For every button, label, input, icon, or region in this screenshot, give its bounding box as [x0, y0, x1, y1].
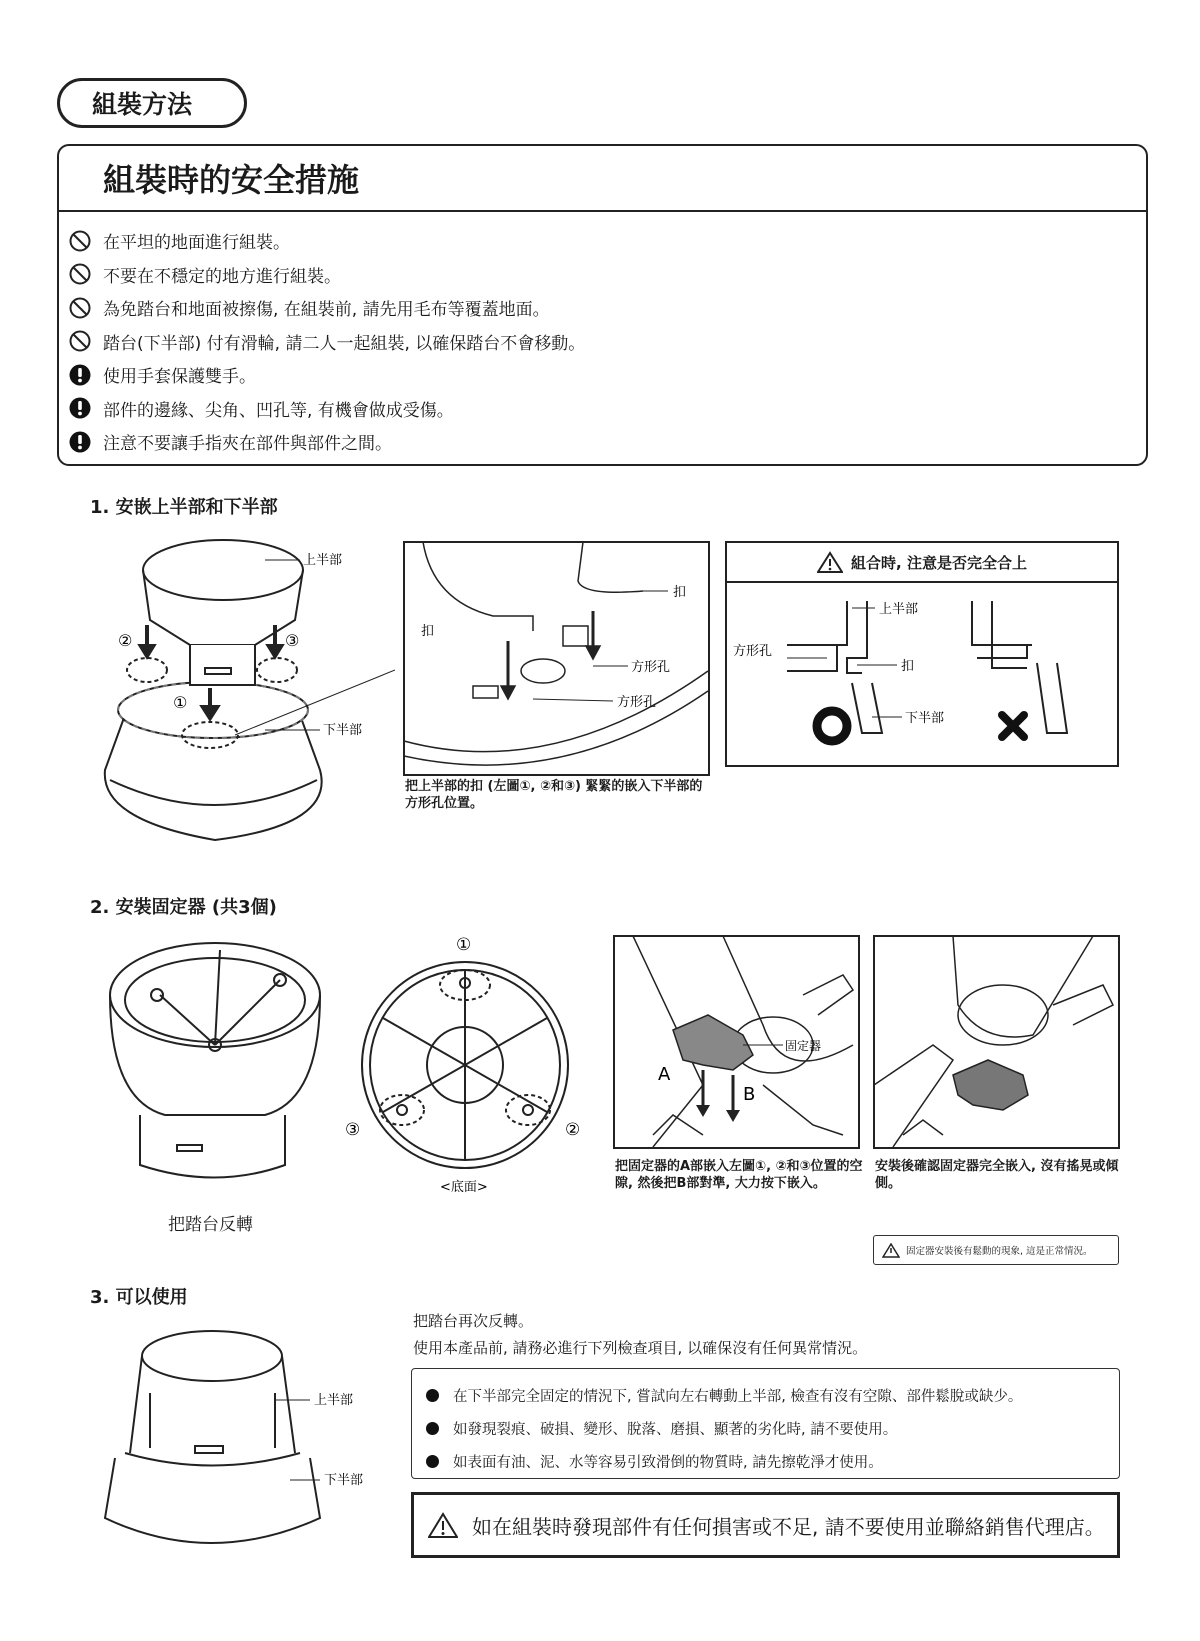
exclamation-icon — [69, 431, 91, 453]
detail-label-square-hole-2: 方形孔 — [617, 695, 657, 710]
check-box-title: 組合時, 注意是否完全合上 — [851, 553, 1027, 572]
warning-triangle-icon — [817, 551, 843, 573]
safety-item — [69, 325, 1146, 359]
step1-num-2: ② — [118, 631, 133, 650]
step2-fixture-installed-illustration — [873, 935, 1120, 1149]
safety-item-text: 部件的邊緣、尖角、凹孔等, 有機會做成受傷。 — [103, 400, 454, 421]
safety-list — [59, 212, 1146, 459]
check-item-text: 在下半部完全固定的情況下, 嘗試向左右轉動上半部, 檢查有沒有空隙、部件鬆脫或缺少。 — [453, 1389, 1023, 1405]
safety-title: 組裝時的安全措施 — [59, 146, 1146, 212]
detail-label-buckle-right: 扣 — [673, 585, 687, 600]
safety-item-text: 使用手套保護雙手。 — [103, 367, 256, 388]
warning-triangle-icon — [428, 1512, 458, 1538]
warning-triangle-icon — [882, 1243, 900, 1258]
fixture-letter-b: B — [743, 1084, 756, 1105]
step3-label-lower: 下半部 — [324, 1473, 364, 1488]
prohibited-icon — [69, 330, 91, 352]
section-pill: 組裝方法 — [57, 78, 247, 128]
exclamation-icon — [69, 397, 91, 419]
step3-title: 3. 可以使用 — [90, 1287, 188, 1308]
step1-title: 1. 安嵌上半部和下半部 — [90, 497, 278, 518]
check-box-diagram — [727, 583, 1117, 767]
prohibited-icon — [69, 263, 91, 285]
step1-num-1: ① — [173, 693, 188, 712]
check-box-header — [727, 543, 1117, 583]
step1-detail-box — [403, 541, 710, 776]
step3-intro-1: 把踏台再次反轉。 — [413, 1312, 534, 1330]
step1-label-upper: 上半部 — [303, 553, 343, 568]
step1-check-box — [725, 541, 1119, 767]
step3-warning-text: 如在組裝時發現部件有任何損害或不足, 請不要使用並聯絡銷售代理店。 — [472, 1514, 1105, 1539]
ng-cross-icon — [1002, 715, 1024, 737]
step2-title: 2. 安裝固定器 (共3個) — [90, 897, 277, 918]
safety-item-text: 為免踏台和地面被擦傷, 在組裝前, 請先用毛布等覆蓋地面。 — [103, 300, 550, 321]
check-item — [426, 1445, 1119, 1478]
check-label-buckle: 扣 — [901, 659, 915, 674]
check-item — [426, 1379, 1119, 1412]
safety-item — [69, 392, 1146, 426]
detail-label-buckle-left: 扣 — [421, 624, 435, 639]
check-label-upper: 上半部 — [879, 602, 919, 617]
step2-flip-caption: 把踏台反轉 — [168, 1215, 253, 1235]
exclamation-icon — [69, 364, 91, 386]
step2-flipped-stool-illustration — [105, 935, 330, 1195]
safety-item-text: 踏台(下半部) 付有滑輪, 請二人一起組裝, 以確保踏台不會移動。 — [103, 333, 586, 354]
check-item-text: 如發現裂痕、破損、變形、脫落、磨損、顯著的劣化時, 請不要使用。 — [453, 1422, 898, 1438]
bullet-icon — [426, 1389, 439, 1402]
safety-item — [69, 224, 1146, 258]
step2-note-text: 固定器安裝後有鬆動的現象, 這是正常情況。 — [906, 1246, 1093, 1257]
safety-item — [69, 258, 1146, 292]
bottom-num-2: ② — [565, 1120, 581, 1140]
step1-stool-illustration — [95, 530, 395, 880]
bottom-num-3: ③ — [345, 1120, 361, 1140]
step2-bottom-view — [340, 925, 590, 1195]
safety-box — [57, 144, 1148, 466]
check-label-lower: 下半部 — [905, 711, 945, 726]
check-item — [426, 1412, 1119, 1445]
fixture-label: 固定器 — [785, 1039, 822, 1053]
bullet-icon — [426, 1455, 439, 1468]
step3-checklist — [411, 1368, 1120, 1479]
step2-fixture-insert-illustration — [613, 935, 860, 1149]
step2-caption-right: 安裝後確認固定器完全嵌入, 沒有搖晃或傾側。 — [875, 1159, 1119, 1191]
step2-caption-left: 把固定器的A部嵌入左圖①, ②和③位置的空隙, 然後把B部對準, 大力按下嵌入。 — [615, 1159, 863, 1191]
safety-item — [69, 358, 1146, 392]
ok-mark-icon — [817, 711, 847, 741]
step2-note — [873, 1235, 1119, 1265]
fixture-letter-a: A — [658, 1064, 671, 1085]
step1-caption: 把上半部的扣 (左圖①, ②和③) 緊緊的嵌入下半部的方形孔位置。 — [405, 779, 703, 811]
bullet-icon — [426, 1422, 439, 1435]
step3-intro-2: 使用本產品前, 請務必進行下列檢查項目, 以確保沒有任何異常情況。 — [413, 1339, 868, 1357]
safety-item — [69, 425, 1146, 459]
safety-item-text: 注意不要讓手指夾在部件與部件之間。 — [103, 434, 392, 455]
bottom-num-1: ① — [456, 935, 472, 955]
step3-warning-bar — [411, 1492, 1120, 1558]
safety-item-text: 在平坦的地面進行組裝。 — [103, 233, 290, 254]
prohibited-icon — [69, 297, 91, 319]
prohibited-icon — [69, 230, 91, 252]
step1-num-3: ③ — [285, 631, 300, 650]
safety-item — [69, 291, 1146, 325]
safety-item-text: 不要在不穩定的地方進行組裝。 — [103, 266, 341, 287]
bottom-label: <底面> — [440, 1180, 488, 1195]
step3-label-upper: 上半部 — [314, 1393, 354, 1408]
detail-label-square-hole-1: 方形孔 — [631, 660, 671, 675]
step1-label-lower: 下半部 — [323, 723, 363, 738]
check-label-square-hole: 方形孔 — [733, 644, 773, 659]
check-item-text: 如表面有油、泥、水等容易引致滑倒的物質時, 請先擦乾淨才使用。 — [453, 1455, 883, 1471]
step3-stool-illustration — [100, 1318, 390, 1558]
